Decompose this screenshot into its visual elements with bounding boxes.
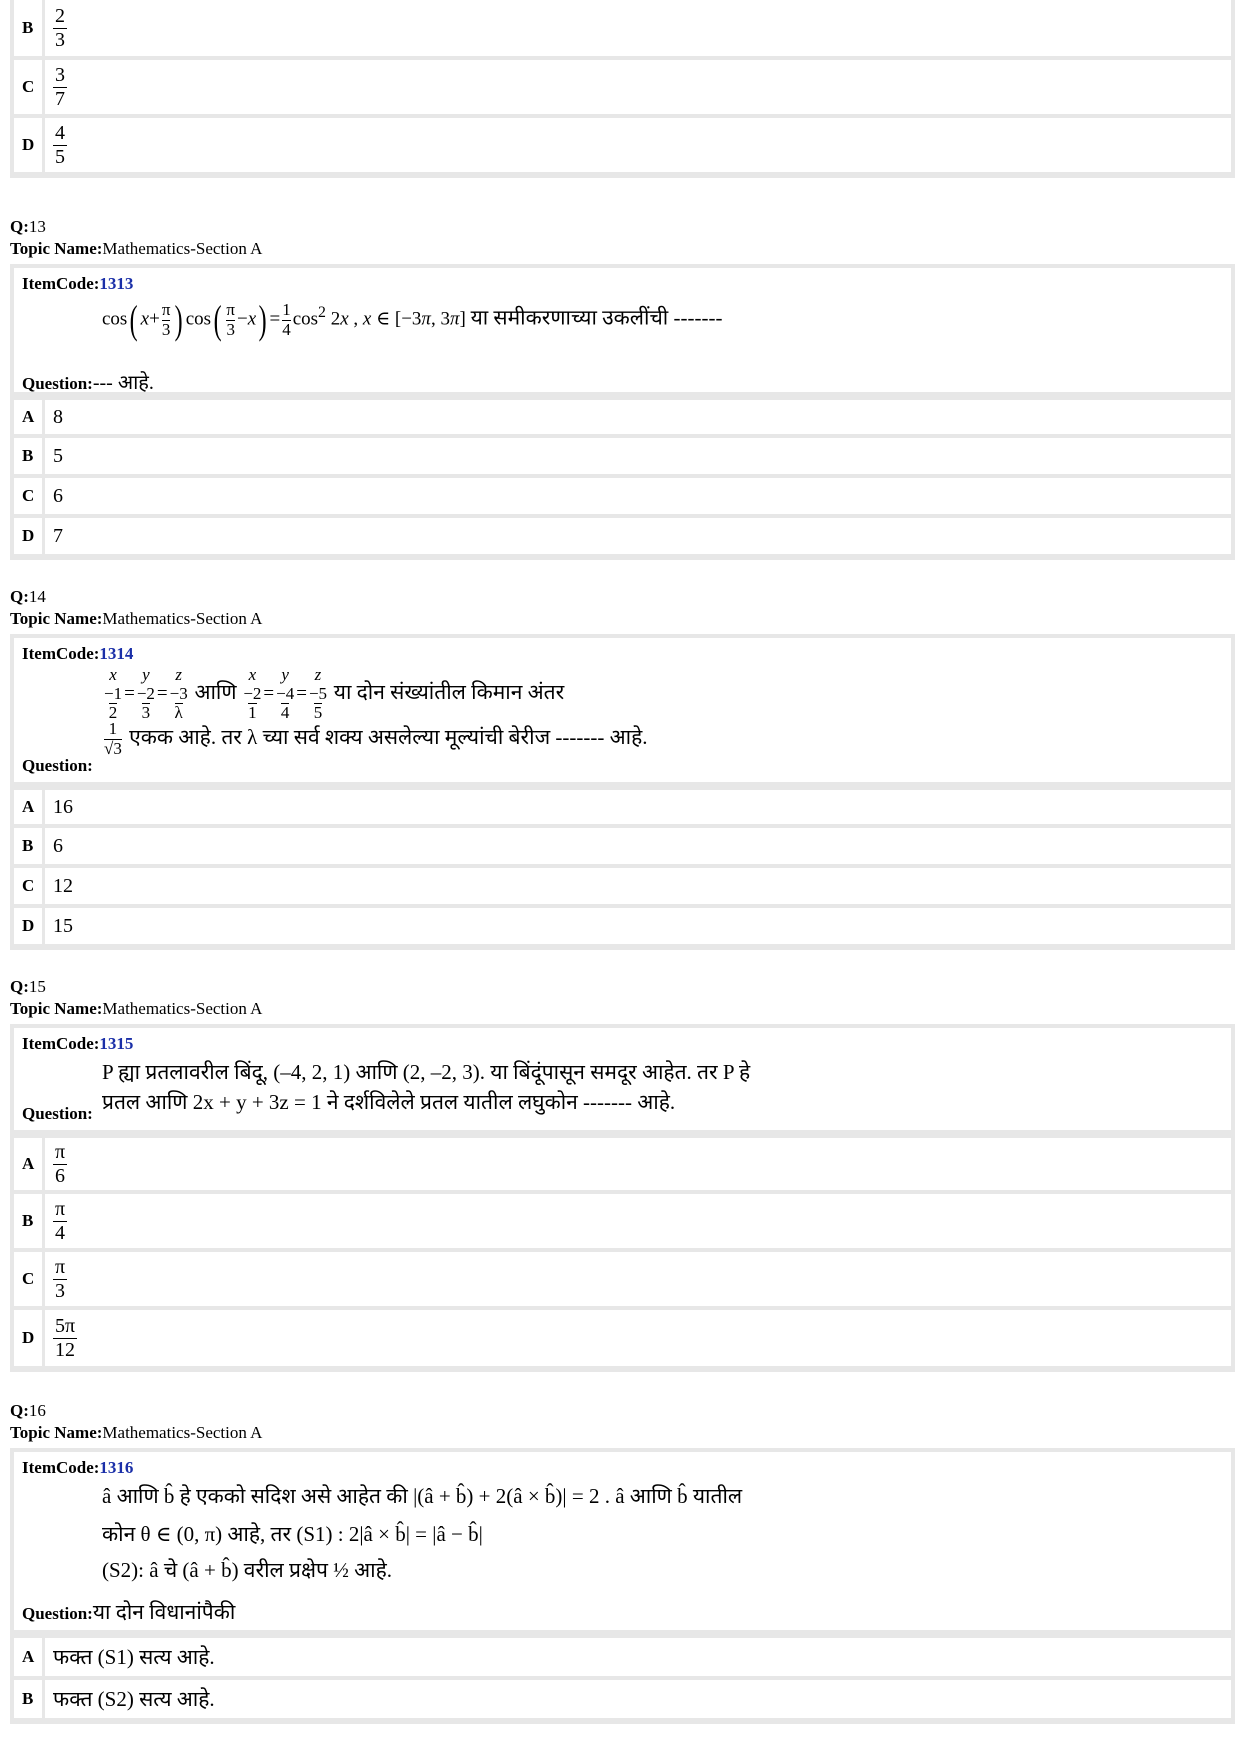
topic-label: Topic Name: (10, 999, 103, 1018)
option-letter: A (22, 797, 35, 816)
question-text: कोन θ ∈ (0, π) आहे, तर (S1) : 2|â × b̂| = |â − b̂| (102, 1522, 483, 1546)
itemcode-label: ItemCode: (22, 644, 100, 663)
option-a[interactable] (10, 396, 1235, 436)
fraction (53, 1141, 67, 1187)
denominator: 6 (55, 1164, 66, 1187)
denominator: 4 (55, 1221, 66, 1244)
option-letter: A (22, 1154, 35, 1173)
denominator: 3 (55, 1279, 66, 1302)
option-b[interactable] (10, 1192, 1235, 1250)
option-letter: A (22, 407, 35, 426)
prev-options (10, 0, 1235, 178)
topic-name: Mathematics-Section A (102, 609, 263, 628)
option-a[interactable] (10, 1634, 1235, 1678)
option-letter: D (22, 135, 35, 154)
numerator: 3 (55, 64, 65, 87)
numerator: π (55, 1256, 66, 1279)
fraction (53, 122, 67, 168)
question-line: $\frac{1}{√3}$ एकक आहे. तर λ च्या सर्व शक्य असलेल्या मूल्यांची बेरीज ------- आहे. (104, 719, 648, 758)
itemcode-label: ItemCode: (22, 1458, 100, 1477)
itemcode (22, 1458, 133, 1478)
itemcode (22, 644, 133, 664)
numerator: 2 (55, 5, 65, 28)
question-text: â आणि b̂ हे एकको सदिश असे आहेत की |(â + b̂) + 2(â × b̂)| = 2 . â आणि b̂ यातील (102, 1484, 743, 1508)
option-c[interactable] (10, 866, 1235, 906)
topic-label: Topic Name: (10, 239, 103, 258)
options-list (10, 786, 1235, 950)
option-c[interactable] (10, 476, 1235, 516)
numerator: 5π (55, 1315, 76, 1338)
option-text: 6 (42, 828, 1231, 864)
option-a[interactable] (10, 1134, 1235, 1192)
option-letter: B (22, 18, 34, 37)
option-d[interactable] (10, 116, 1235, 178)
q-number: 13 (28, 217, 46, 236)
question-header (10, 216, 262, 260)
options-list (10, 1134, 1235, 1372)
option-text: 8 (42, 400, 1231, 434)
topic-label: Topic Name: (10, 609, 103, 628)
q-number: 16 (28, 1401, 46, 1420)
itemcode-value: 1313 (99, 274, 134, 293)
question-header (10, 586, 262, 630)
fraction (53, 64, 67, 110)
option-a[interactable] (10, 786, 1235, 826)
question-text: या दोन विधानांपैकी (92, 1600, 236, 1624)
fraction (53, 5, 67, 51)
option-c[interactable] (10, 1250, 1235, 1308)
numerator: π (55, 1141, 66, 1164)
question-text: --- आहे. (92, 372, 154, 394)
fraction (53, 1256, 67, 1302)
option-d[interactable] (10, 906, 1235, 950)
option-text: 7 (42, 518, 1231, 554)
itemcode-value: 1314 (99, 644, 134, 663)
denominator: 12 (55, 1338, 76, 1361)
numerator: 4 (55, 122, 65, 145)
question-text: एकक आहे. तर λ च्या सर्व शक्य असलेल्या मूल्यांची बेरीज ------- आहे. (129, 725, 648, 749)
option-letter: A (22, 1647, 35, 1666)
option-letter: B (22, 1211, 34, 1230)
q-label: Q: (10, 217, 29, 236)
option-b[interactable] (10, 1678, 1235, 1724)
option-letter: C (22, 486, 35, 505)
option-letter: B (22, 1689, 34, 1708)
q-label: Q: (10, 587, 29, 606)
option-letter: C (22, 876, 35, 895)
option-letter: C (22, 1269, 35, 1288)
option-text: 5 (42, 438, 1231, 474)
question-box (10, 264, 1235, 396)
option-text: 12 (42, 868, 1231, 904)
option-letter: D (22, 526, 35, 545)
option-text: 15 (42, 908, 1231, 944)
itemcode (22, 1034, 133, 1054)
itemcode-value: 1315 (99, 1034, 134, 1053)
fraction (53, 1198, 67, 1244)
itemcode (22, 274, 133, 294)
denominator: 3 (55, 28, 65, 51)
denominator: 5 (55, 145, 65, 168)
question-box (10, 1448, 1235, 1634)
options-list (10, 1634, 1235, 1724)
itemcode-value: 1316 (99, 1458, 134, 1477)
question-label-row (22, 368, 154, 395)
option-b[interactable] (10, 0, 1235, 58)
question-box (10, 634, 1235, 786)
question-label: Question: (22, 1604, 93, 1623)
question-text: आणि (194, 679, 237, 704)
topic-name: Mathematics-Section A (102, 999, 263, 1018)
question-header (10, 976, 262, 1020)
option-letter: D (22, 1328, 35, 1347)
option-text: फक्त (S1) सत्य आहे. (42, 1638, 1231, 1676)
option-text: 6 (42, 478, 1231, 514)
option-letter: D (22, 916, 35, 935)
option-text: 16 (42, 790, 1231, 824)
question-label: Question: (22, 756, 93, 775)
option-text: फक्त (S2) सत्य आहे. (42, 1680, 1231, 1718)
option-letter: C (22, 77, 35, 96)
question-text: (S2): â चे (â + b̂) वरील प्रक्षेप ½ आहे. (102, 1558, 393, 1582)
q-number: 15 (28, 977, 46, 996)
question-text: या दोन संख्यांतील किमान अंतर (333, 679, 565, 704)
q-number: 14 (28, 587, 46, 606)
option-d[interactable] (10, 516, 1235, 560)
q-label: Q: (10, 1401, 29, 1420)
options-list (10, 396, 1235, 560)
q-label: Q: (10, 977, 29, 996)
option-b[interactable] (10, 826, 1235, 866)
question-label: Question: (22, 1104, 93, 1123)
topic-name: Mathematics-Section A (102, 1423, 263, 1442)
question-equation: x −1 2 = y −2 3 = z −3 λ आणि x −2 1 = y −4 4 = z −5 5 या दोन संख्यांतील किमान अंतर (104, 665, 565, 723)
question-text: या समीकरणाच्या उकलींची ------- (470, 305, 723, 330)
topic-name: Mathematics-Section A (102, 239, 263, 258)
itemcode-label: ItemCode: (22, 274, 100, 293)
question-header (10, 1400, 262, 1444)
question-label: Question: (22, 374, 93, 393)
question-equation: cos( x+ $\frac{\pi}{3}$ ) cos( $\frac{\pi}{3}$ −x) = $\frac{1}{4}$ $\cos^2 2x$ , x ∈ [−3π, 3π] या समीकरणाच्या उकलींची ------- (102, 297, 723, 342)
question-label-row (22, 1598, 235, 1626)
denominator: 7 (55, 87, 65, 110)
question-box (10, 1024, 1235, 1134)
topic-label: Topic Name: (10, 1423, 103, 1442)
numerator: π (55, 1198, 66, 1221)
itemcode-label: ItemCode: (22, 1034, 100, 1053)
option-d[interactable] (10, 1308, 1235, 1372)
question-text: P ह्या प्रतलावरील बिंदू, (–4, 2, 1) आणि (2, –2, 3). या बिंदूंपासून समदूर आहेत. तर P हे (102, 1060, 751, 1084)
question-text: प्रतल आणि 2x + y + 3z = 1 ने दर्शविलेले प्रतल यातील लघुकोन ------- आहे. (102, 1090, 676, 1114)
option-c[interactable] (10, 58, 1235, 116)
option-letter: B (22, 836, 34, 855)
option-b[interactable] (10, 436, 1235, 476)
option-letter: B (22, 446, 34, 465)
fraction (53, 1315, 77, 1361)
